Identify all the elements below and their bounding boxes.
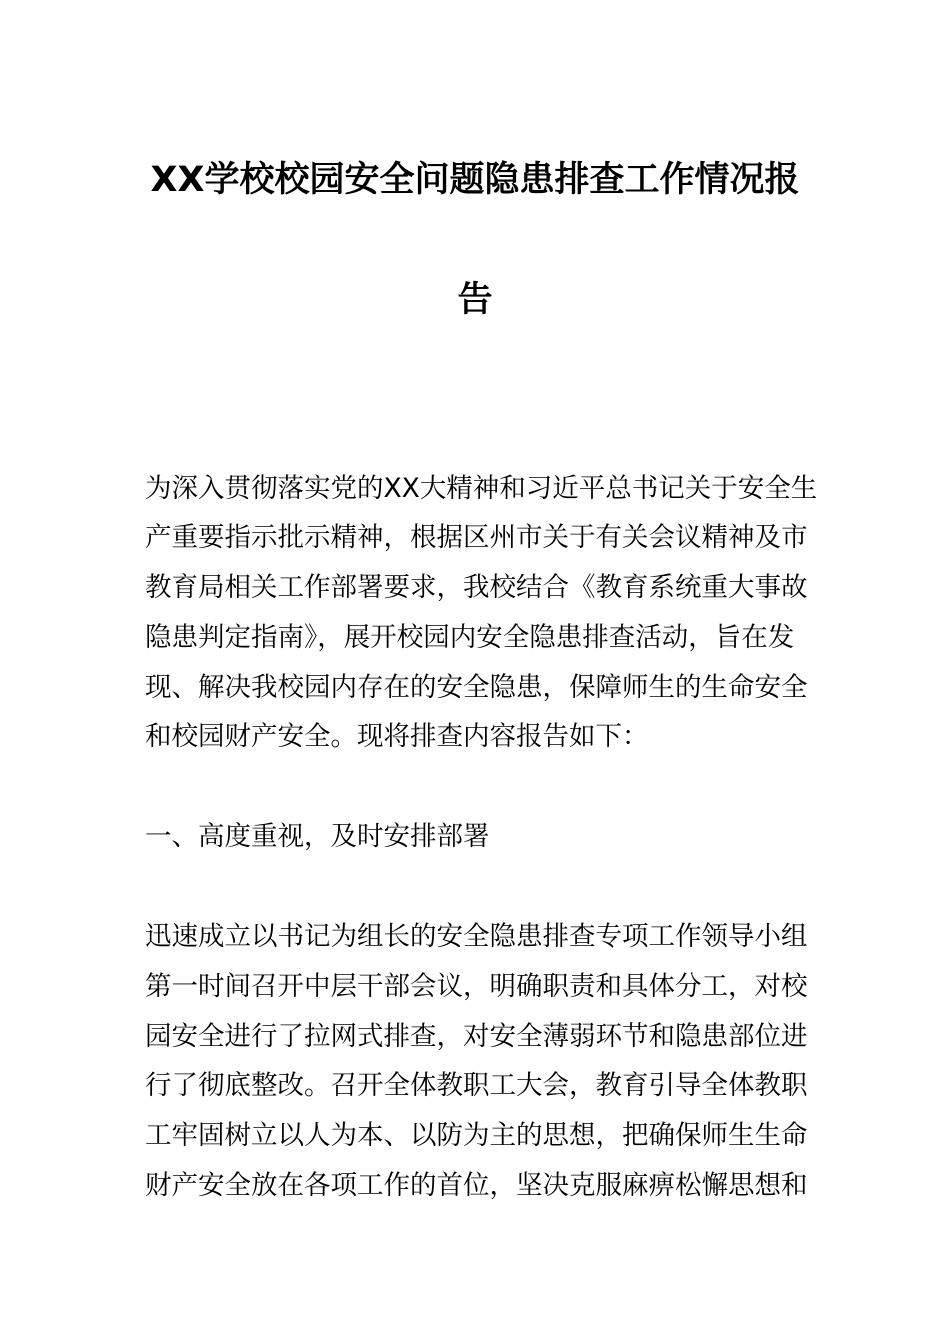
paragraph-2-line: 工牢固树立以人为本、以防为主的思想，把确保师生生命 [145,1120,808,1151]
paragraph-1-line: 和校园财产安全。现将排查内容报告如下： [145,721,649,752]
paragraph-1-line: 产重要指示批示精神，根据区州市关于有关会议精神及市 [145,522,808,553]
paragraph-2-line: 第一时间召开中层干部会议，明确职责和具体分工，对校 [145,971,808,1002]
paragraph-2-line: 迅速成立以书记为组长的安全隐患排查专项工作领导小组 [145,921,808,952]
paragraph-2-line: 财产安全放在各项工作的首位，坚决克服麻痹松懈思想和 [145,1170,808,1201]
document-title-line-1: XX学校校园安全问题隐患排查工作情况报 [150,160,800,200]
paragraph-1-line: 为深入贯彻落实党的XX大精神和习近平总书记关于安全生 [145,473,818,504]
document-title-line-2: 告 [457,280,493,320]
paragraph-1-line: 隐患判定指南》，展开校园内安全隐患排查活动，旨在发 [145,622,795,653]
paragraph-2-line: 园安全进行了拉网式排查，对安全薄弱环节和隐患部位进 [145,1021,808,1052]
section-heading: 一、高度重视，及时安排部署 [145,821,490,852]
paragraph-2-line: 行了彻底整改。召开全体教职工大会，教育引导全体教职 [145,1070,808,1101]
paragraph-1-line: 教育局相关工作部署要求，我校结合《教育系统重大事故 [145,572,808,603]
paragraph-1-line: 现、解决我校园内存在的安全隐患，保障师生的生命安全 [145,672,808,703]
